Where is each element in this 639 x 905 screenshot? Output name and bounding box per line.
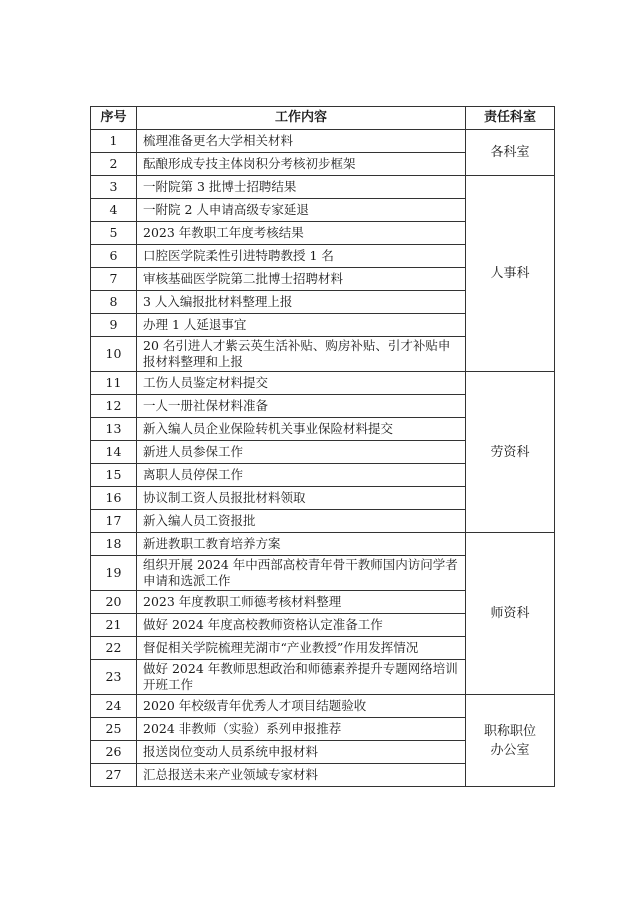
- row-task: 酝酿形成专技主体岗积分考核初步框架: [137, 153, 466, 176]
- row-number: 18: [91, 533, 137, 556]
- row-task: 新进教职工教育培养方案: [137, 533, 466, 556]
- header-no: 序号: [91, 107, 137, 130]
- row-number: 14: [91, 441, 137, 464]
- row-task: 2023 年度教职工师德考核材料整理: [137, 591, 466, 614]
- row-task: 一附院 2 人申请高级专家延退: [137, 199, 466, 222]
- row-number: 23: [91, 660, 137, 695]
- row-task: 做好 2024 年教师思想政治和师德素养提升专题网络培训开班工作: [137, 660, 466, 695]
- responsible-department: 各科室: [466, 130, 555, 176]
- row-number: 15: [91, 464, 137, 487]
- row-number: 2: [91, 153, 137, 176]
- table-header-row: [91, 107, 555, 130]
- responsible-department: 人事科: [466, 176, 555, 372]
- row-number: 25: [91, 718, 137, 741]
- row-task: 汇总报送未来产业领域专家材料: [137, 764, 466, 787]
- row-task: 新入编人员企业保险转机关事业保险材料提交: [137, 418, 466, 441]
- responsible-department: 劳资科: [466, 372, 555, 533]
- row-task: 办理 1 人延退事宜: [137, 314, 466, 337]
- row-task: 离职人员停保工作: [137, 464, 466, 487]
- row-task: 2023 年教职工年度考核结果: [137, 222, 466, 245]
- row-task: 新入编人员工资报批: [137, 510, 466, 533]
- row-number: 7: [91, 268, 137, 291]
- row-number: 20: [91, 591, 137, 614]
- row-task: 审核基础医学院第二批博士招聘材料: [137, 268, 466, 291]
- row-task: 工伤人员鉴定材料提交: [137, 372, 466, 395]
- row-number: 22: [91, 637, 137, 660]
- row-task: 梳理准备更名大学相关材料: [137, 130, 466, 153]
- row-number: 11: [91, 372, 137, 395]
- row-task: 一附院第 3 批博士招聘结果: [137, 176, 466, 199]
- row-task: 新进人员参保工作: [137, 441, 466, 464]
- row-task: 做好 2024 年度高校教师资格认定准备工作: [137, 614, 466, 637]
- row-task: 组织开展 2024 年中西部高校青年骨干教师国内访问学者申请和选派工作: [137, 556, 466, 591]
- row-task: 报送岗位变动人员系统申报材料: [137, 741, 466, 764]
- row-task: 协议制工资人员报批材料领取: [137, 487, 466, 510]
- table-row: [91, 533, 555, 556]
- table-row: [91, 176, 555, 199]
- header-task: 工作内容: [137, 107, 466, 130]
- table-row: [91, 695, 555, 718]
- row-number: 17: [91, 510, 137, 533]
- row-task: 2024 非教师（实验）系列申报推荐: [137, 718, 466, 741]
- row-number: 26: [91, 741, 137, 764]
- row-number: 4: [91, 199, 137, 222]
- work-table: [90, 106, 555, 787]
- header-dept: 责任科室: [466, 107, 555, 130]
- row-number: 24: [91, 695, 137, 718]
- row-task: 3 人入编报批材料整理上报: [137, 291, 466, 314]
- row-number: 6: [91, 245, 137, 268]
- row-number: 5: [91, 222, 137, 245]
- row-number: 8: [91, 291, 137, 314]
- row-number: 27: [91, 764, 137, 787]
- row-task: 2020 年校级青年优秀人才项目结题验收: [137, 695, 466, 718]
- row-number: 3: [91, 176, 137, 199]
- row-task: 20 名引进人才紫云英生活补贴、购房补贴、引才补贴申报材料整理和上报: [137, 337, 466, 372]
- row-number: 16: [91, 487, 137, 510]
- row-number: 10: [91, 337, 137, 372]
- table-body: [91, 130, 555, 787]
- row-number: 12: [91, 395, 137, 418]
- row-task: 口腔医学院柔性引进特聘教授 1 名: [137, 245, 466, 268]
- responsible-department: 职称职位办公室: [466, 695, 555, 787]
- row-number: 9: [91, 314, 137, 337]
- row-task: 督促相关学院梳理芜湖市“产业教授”作用发挥情况: [137, 637, 466, 660]
- table-row: [91, 130, 555, 153]
- responsible-department: 师资科: [466, 533, 555, 695]
- row-number: 19: [91, 556, 137, 591]
- row-number: 1: [91, 130, 137, 153]
- row-number: 13: [91, 418, 137, 441]
- row-task: 一人一册社保材料准备: [137, 395, 466, 418]
- row-number: 21: [91, 614, 137, 637]
- table-row: [91, 372, 555, 395]
